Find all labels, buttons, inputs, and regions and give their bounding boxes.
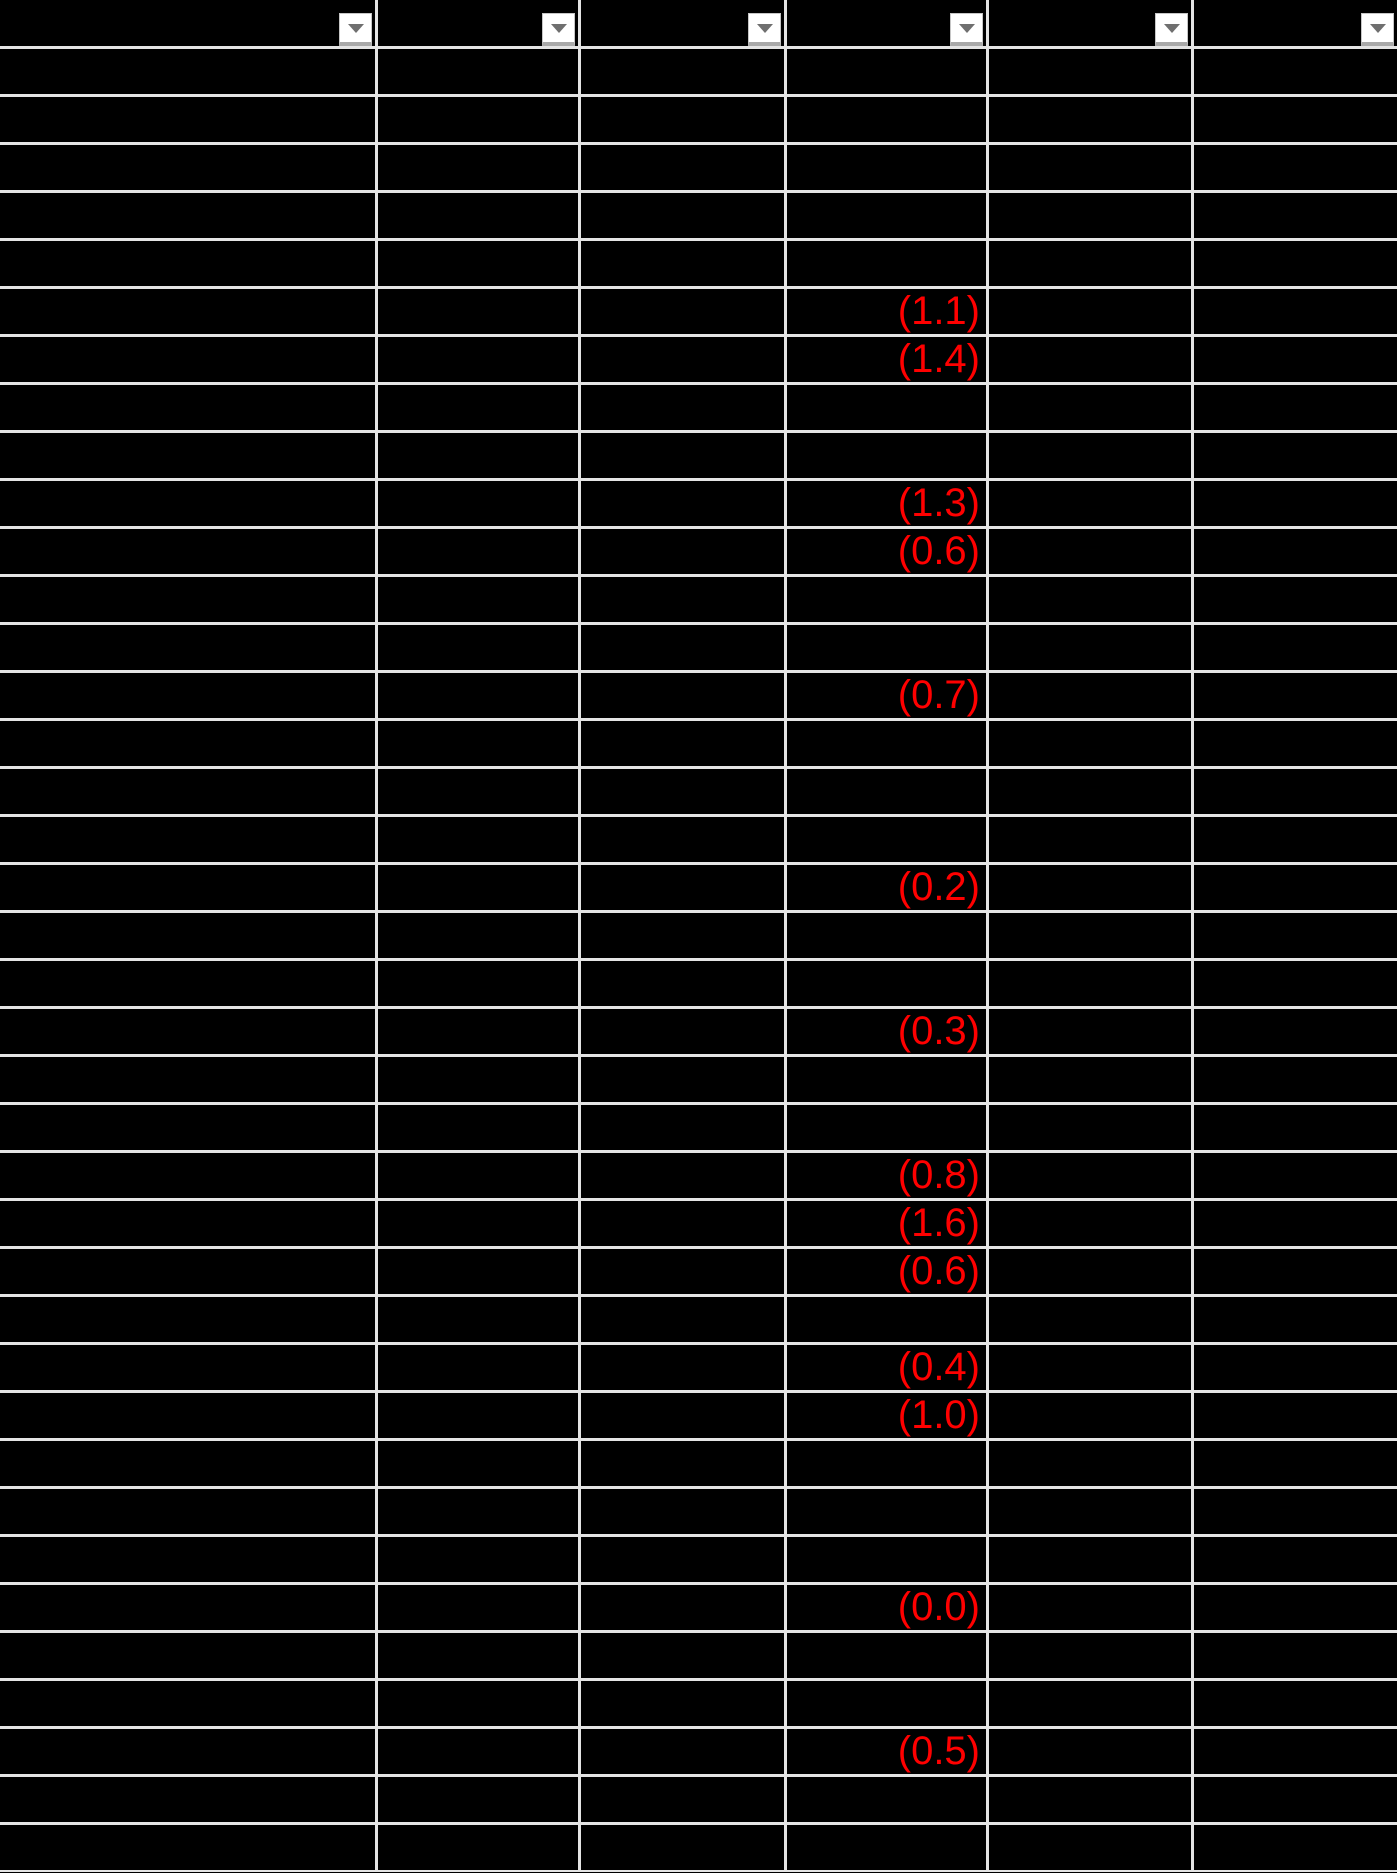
cell[interactable] <box>787 385 986 430</box>
cell[interactable] <box>1194 289 1397 334</box>
cell[interactable] <box>581 193 784 238</box>
chevron-down-icon <box>348 24 364 33</box>
cell[interactable] <box>581 625 784 670</box>
cell[interactable] <box>1194 1537 1397 1582</box>
cell[interactable] <box>581 97 784 142</box>
cell-negative-value[interactable]: (1.4) <box>787 337 986 382</box>
chevron-down-icon <box>1370 24 1386 33</box>
cell[interactable] <box>989 1153 1191 1198</box>
cell[interactable] <box>378 673 578 718</box>
filter-dropdown-button[interactable] <box>950 13 983 46</box>
cell[interactable] <box>1194 769 1397 814</box>
cell[interactable] <box>378 961 578 1006</box>
cell[interactable] <box>0 1297 375 1342</box>
cell[interactable] <box>1194 433 1397 478</box>
cell[interactable] <box>787 817 986 862</box>
cell[interactable] <box>378 1537 578 1582</box>
cell[interactable] <box>0 577 375 622</box>
cell[interactable] <box>989 1729 1191 1774</box>
cell[interactable] <box>1194 577 1397 622</box>
filter-dropdown-button[interactable] <box>542 13 575 46</box>
cell[interactable] <box>989 625 1191 670</box>
cell[interactable] <box>0 289 375 334</box>
cell-negative-value[interactable]: (0.5) <box>787 1729 986 1774</box>
cell[interactable] <box>989 1105 1191 1150</box>
cell[interactable] <box>378 913 578 958</box>
cell[interactable] <box>1194 721 1397 766</box>
cell[interactable] <box>1194 1009 1397 1054</box>
chevron-down-icon <box>551 24 567 33</box>
cell[interactable] <box>1194 241 1397 286</box>
cell[interactable] <box>989 1681 1191 1726</box>
cell[interactable] <box>581 1489 784 1534</box>
cell[interactable] <box>1194 193 1397 238</box>
cell[interactable] <box>378 385 578 430</box>
cell[interactable] <box>787 769 986 814</box>
cell[interactable] <box>581 817 784 862</box>
cell[interactable] <box>378 1441 578 1486</box>
chevron-down-icon <box>1164 24 1180 33</box>
cell[interactable] <box>0 673 375 718</box>
filter-dropdown-button[interactable] <box>339 13 372 46</box>
cell[interactable] <box>787 97 986 142</box>
cell[interactable] <box>378 97 578 142</box>
filter-dropdown-button[interactable] <box>1155 13 1188 46</box>
cell[interactable] <box>1194 1249 1397 1294</box>
cell[interactable] <box>0 481 375 526</box>
cell[interactable] <box>581 241 784 286</box>
cell[interactable] <box>989 49 1191 94</box>
cell[interactable] <box>1194 1297 1397 1342</box>
cell[interactable] <box>378 1297 578 1342</box>
cell[interactable] <box>989 817 1191 862</box>
cell[interactable] <box>581 289 784 334</box>
cell[interactable] <box>1194 865 1397 910</box>
column-header-4 <box>787 0 986 46</box>
cell[interactable] <box>0 817 375 862</box>
cell[interactable] <box>989 865 1191 910</box>
cell[interactable] <box>0 193 375 238</box>
cell[interactable] <box>581 1633 784 1678</box>
cell[interactable] <box>378 1489 578 1534</box>
cell[interactable] <box>378 1777 578 1822</box>
cell-negative-value[interactable]: (1.0) <box>787 1393 986 1438</box>
cell[interactable] <box>787 1681 986 1726</box>
column-header-1 <box>0 0 375 46</box>
cell-negative-value[interactable]: (0.2) <box>787 865 986 910</box>
cell[interactable] <box>378 49 578 94</box>
cell[interactable] <box>0 1105 375 1150</box>
cell[interactable] <box>787 1489 986 1534</box>
column-header-3 <box>581 0 784 46</box>
cell[interactable] <box>0 97 375 142</box>
cell[interactable] <box>581 337 784 382</box>
cell[interactable] <box>989 961 1191 1006</box>
cell[interactable] <box>0 1729 375 1774</box>
cell[interactable] <box>581 961 784 1006</box>
cell[interactable] <box>378 1345 578 1390</box>
cell[interactable] <box>0 865 375 910</box>
cell[interactable] <box>581 1537 784 1582</box>
column-header-6 <box>1194 0 1397 46</box>
cell[interactable] <box>378 1681 578 1726</box>
cell[interactable] <box>0 529 375 574</box>
cell[interactable] <box>378 1057 578 1102</box>
cell[interactable] <box>989 433 1191 478</box>
cell[interactable] <box>581 1585 784 1630</box>
cell[interactable] <box>787 193 986 238</box>
cell[interactable] <box>989 193 1191 238</box>
cell[interactable] <box>581 721 784 766</box>
cell-negative-value[interactable]: (0.7) <box>787 673 986 718</box>
cell[interactable] <box>378 433 578 478</box>
cell[interactable] <box>989 1585 1191 1630</box>
cell[interactable] <box>0 145 375 190</box>
cell[interactable] <box>378 1825 578 1870</box>
cell[interactable] <box>0 433 375 478</box>
cell[interactable] <box>378 1105 578 1150</box>
cell[interactable] <box>0 49 375 94</box>
cell[interactable] <box>989 241 1191 286</box>
cell[interactable] <box>581 1825 784 1870</box>
cell-negative-value[interactable]: (0.6) <box>787 529 986 574</box>
cell[interactable] <box>378 529 578 574</box>
cell[interactable] <box>989 289 1191 334</box>
cell[interactable] <box>378 145 578 190</box>
cell[interactable] <box>378 625 578 670</box>
cell[interactable] <box>378 1585 578 1630</box>
cell[interactable] <box>0 1825 375 1870</box>
cell[interactable] <box>1194 913 1397 958</box>
cell[interactable] <box>0 1153 375 1198</box>
cell[interactable] <box>787 1633 986 1678</box>
cell-negative-value[interactable]: (0.3) <box>787 1009 986 1054</box>
cell[interactable] <box>787 1105 986 1150</box>
cell[interactable] <box>989 577 1191 622</box>
cell[interactable] <box>0 1441 375 1486</box>
cell[interactable] <box>1194 337 1397 382</box>
cell[interactable] <box>1194 1393 1397 1438</box>
cell[interactable] <box>1194 97 1397 142</box>
cell[interactable] <box>0 1537 375 1582</box>
cell[interactable] <box>378 241 578 286</box>
cell[interactable] <box>1194 1153 1397 1198</box>
column-header-2 <box>378 0 578 46</box>
cell[interactable] <box>0 913 375 958</box>
cell[interactable] <box>989 97 1191 142</box>
cell[interactable] <box>787 1777 986 1822</box>
cell[interactable] <box>787 577 986 622</box>
cell[interactable] <box>787 1537 986 1582</box>
cell[interactable] <box>581 1345 784 1390</box>
cell[interactable] <box>581 1777 784 1822</box>
cell[interactable] <box>989 1441 1191 1486</box>
cell[interactable] <box>378 289 578 334</box>
cell-negative-value[interactable]: (1.6) <box>787 1201 986 1246</box>
cell[interactable] <box>378 577 578 622</box>
cell[interactable] <box>1194 817 1397 862</box>
cell[interactable] <box>1194 1441 1397 1486</box>
cell[interactable] <box>378 865 578 910</box>
cell[interactable] <box>989 1825 1191 1870</box>
cell[interactable] <box>0 1489 375 1534</box>
cell[interactable] <box>378 1633 578 1678</box>
column-header-5 <box>989 0 1191 46</box>
cell[interactable] <box>378 1249 578 1294</box>
cell[interactable] <box>989 1393 1191 1438</box>
cell[interactable] <box>787 913 986 958</box>
cell[interactable] <box>581 433 784 478</box>
cell[interactable] <box>989 1537 1191 1582</box>
cell[interactable] <box>787 49 986 94</box>
cell-negative-value[interactable]: (0.0) <box>787 1585 986 1630</box>
cell[interactable] <box>1194 961 1397 1006</box>
cell[interactable] <box>0 1585 375 1630</box>
cell[interactable] <box>378 817 578 862</box>
cell[interactable] <box>378 1201 578 1246</box>
cell-negative-value[interactable]: (1.1) <box>787 289 986 334</box>
cell[interactable] <box>989 1345 1191 1390</box>
cell[interactable] <box>989 1297 1191 1342</box>
cell[interactable] <box>378 1393 578 1438</box>
cell[interactable] <box>1194 1633 1397 1678</box>
cell[interactable] <box>378 337 578 382</box>
cell[interactable] <box>1194 145 1397 190</box>
cell[interactable] <box>989 913 1191 958</box>
cell[interactable] <box>581 481 784 526</box>
cell[interactable] <box>989 385 1191 430</box>
cell[interactable] <box>787 625 986 670</box>
cell[interactable] <box>989 337 1191 382</box>
cell[interactable] <box>1194 1585 1397 1630</box>
cell[interactable] <box>0 1009 375 1054</box>
chevron-down-icon <box>757 24 773 33</box>
cell[interactable] <box>0 1345 375 1390</box>
cell[interactable] <box>1194 1057 1397 1102</box>
filter-dropdown-button[interactable] <box>748 13 781 46</box>
cell[interactable] <box>0 385 375 430</box>
cell[interactable] <box>581 913 784 958</box>
cell[interactable] <box>378 481 578 526</box>
cell[interactable] <box>378 721 578 766</box>
cell[interactable] <box>581 1249 784 1294</box>
cell[interactable] <box>0 241 375 286</box>
cell-negative-value[interactable]: (0.6) <box>787 1249 986 1294</box>
cell[interactable] <box>0 1057 375 1102</box>
cell[interactable] <box>581 385 784 430</box>
cell[interactable] <box>0 625 375 670</box>
cell[interactable] <box>378 1153 578 1198</box>
cell[interactable] <box>1194 385 1397 430</box>
cell[interactable] <box>581 1441 784 1486</box>
cell[interactable] <box>581 145 784 190</box>
cell[interactable] <box>787 1297 986 1342</box>
cell[interactable] <box>0 961 375 1006</box>
cell[interactable] <box>581 1729 784 1774</box>
cell[interactable] <box>787 241 986 286</box>
cell[interactable] <box>989 1201 1191 1246</box>
cell[interactable] <box>1194 625 1397 670</box>
cell[interactable] <box>787 433 986 478</box>
cell[interactable] <box>581 49 784 94</box>
cell[interactable] <box>989 1633 1191 1678</box>
cell[interactable] <box>581 769 784 814</box>
cell[interactable] <box>989 1777 1191 1822</box>
cell[interactable] <box>378 1009 578 1054</box>
cell[interactable] <box>1194 1681 1397 1726</box>
cell[interactable] <box>787 721 986 766</box>
cell[interactable] <box>989 1249 1191 1294</box>
cell[interactable] <box>581 577 784 622</box>
cell[interactable] <box>581 865 784 910</box>
cell[interactable] <box>989 145 1191 190</box>
cell[interactable] <box>0 1681 375 1726</box>
chevron-down-icon <box>959 24 975 33</box>
cell[interactable] <box>378 1729 578 1774</box>
cell[interactable] <box>1194 1777 1397 1822</box>
cell[interactable] <box>989 1489 1191 1534</box>
cell[interactable] <box>378 193 578 238</box>
cell[interactable] <box>787 1825 986 1870</box>
cell[interactable] <box>1194 1489 1397 1534</box>
cell[interactable] <box>989 529 1191 574</box>
cell[interactable] <box>787 1057 986 1102</box>
cell[interactable] <box>989 1057 1191 1102</box>
cell[interactable] <box>1194 481 1397 526</box>
cell[interactable] <box>0 769 375 814</box>
cell[interactable] <box>1194 1345 1397 1390</box>
cell[interactable] <box>581 529 784 574</box>
filter-dropdown-button[interactable] <box>1361 13 1394 46</box>
cell[interactable] <box>1194 1825 1397 1870</box>
cell[interactable] <box>0 721 375 766</box>
cell[interactable] <box>581 1057 784 1102</box>
cell[interactable] <box>0 1777 375 1822</box>
cell-negative-value[interactable]: (1.3) <box>787 481 986 526</box>
cell[interactable] <box>0 1393 375 1438</box>
cell[interactable] <box>989 769 1191 814</box>
cell[interactable] <box>989 481 1191 526</box>
cell[interactable] <box>989 721 1191 766</box>
cell[interactable] <box>581 1105 784 1150</box>
cell[interactable] <box>0 1201 375 1246</box>
cell[interactable] <box>581 1009 784 1054</box>
cell[interactable] <box>1194 1201 1397 1246</box>
cell[interactable] <box>1194 529 1397 574</box>
cell[interactable] <box>787 961 986 1006</box>
cell-negative-value[interactable]: (0.4) <box>787 1345 986 1390</box>
cell[interactable] <box>581 1393 784 1438</box>
cell[interactable] <box>378 769 578 814</box>
cell[interactable] <box>989 1009 1191 1054</box>
cell[interactable] <box>581 673 784 718</box>
cell[interactable] <box>989 673 1191 718</box>
cell[interactable] <box>787 145 986 190</box>
cell-negative-value[interactable]: (0.8) <box>787 1153 986 1198</box>
cell[interactable] <box>1194 1729 1397 1774</box>
cell[interactable] <box>581 1153 784 1198</box>
cell[interactable] <box>0 1249 375 1294</box>
cell[interactable] <box>787 1441 986 1486</box>
cell[interactable] <box>1194 1105 1397 1150</box>
cell[interactable] <box>581 1681 784 1726</box>
cell[interactable] <box>1194 49 1397 94</box>
cell[interactable] <box>581 1297 784 1342</box>
cell[interactable] <box>0 1633 375 1678</box>
cell[interactable] <box>1194 673 1397 718</box>
cell[interactable] <box>0 337 375 382</box>
cell[interactable] <box>581 1201 784 1246</box>
